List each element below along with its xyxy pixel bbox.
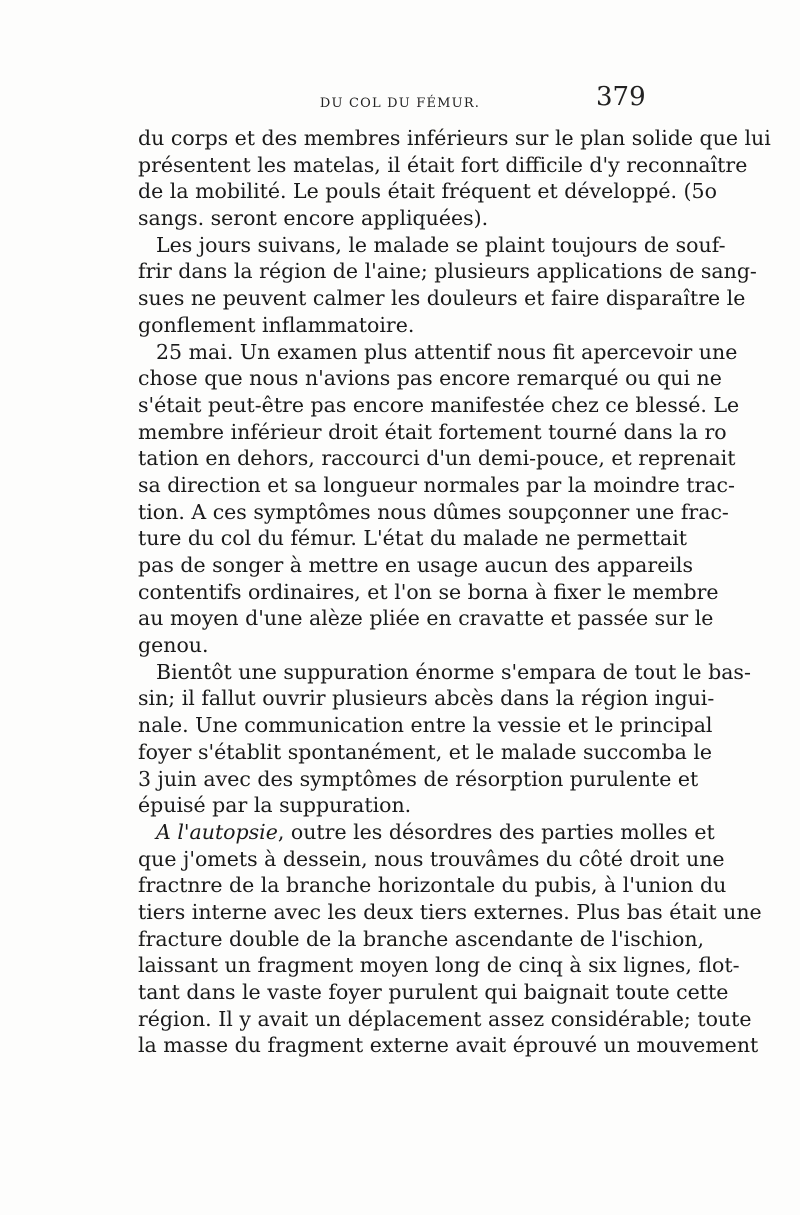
text-line: tion. A ces symptômes nous dûmes soupçonner une frac- [138,499,729,524]
text-line: tant dans le vaste foyer purulent qui baignait toute cette [138,980,729,1004]
text-line: au moyen d'une alèze pliée en cravatte et passée sur le [138,606,714,631]
text-line: pas de songer à mettre en usage aucun des appareils [138,553,693,577]
text-line: fractnre de la branche horizontale du pubis, à l'union du [138,873,727,898]
text-line: contentifs ordinaires, et l'on se borna à fixer le membre [138,579,719,604]
text-line: tation en dehors, raccourci d'un demi-pouce, et reprenait [138,446,736,471]
text-line: présentent les matelas, il était fort difficile d'y reconnaître [138,152,748,177]
text-line: membre inférieur droit était fortement tourné dans la ro [138,419,727,444]
text-line: Bientôt une suppuration énorme s'empara de tout le bas- [156,659,751,684]
text-line: épuisé par la suppuration. [138,793,412,818]
text-line: région. Il y avait un déplacement assez considérable; toute [138,1006,752,1031]
text-line: 25 mai. Un examen plus attentif nous fit apercevoir une [156,339,738,364]
text-line: chose que nous n'avions pas encore remarqué ou qui ne [138,366,722,391]
text-line: laissant un fragment moyen long de cinq à six lignes, flot- [138,953,740,978]
text-line: sa direction et sa longueur normales par la moindre trac- [138,472,735,497]
text-line [138,819,715,846]
text-line: de la mobilité. Le pouls était fréquent et développé. (5o [138,179,717,204]
text-line: sin; il fallut ouvrir plusieurs abcès dans la région ingui- [138,686,715,711]
page-number: 379 [596,82,646,112]
text-line: gonflement inflammatoire. [138,312,415,337]
text-line: foyer s'établit spontanément, et le malade succomba le [138,739,713,764]
text-line: Les jours suivans, le malade se plaint toujours de souf- [156,232,726,257]
body-text [138,125,771,1059]
text-line: la masse du fragment externe avait éprouvé un mouvement [138,1033,759,1058]
text-line: nale. Une communication entre la vessie et le principal [138,713,713,738]
text-line: que j'omets à dessein, nous trouvâmes du côté droit une [138,846,725,871]
text-line: sues ne peuvent calmer les douleurs et faire disparaître le [138,286,746,311]
text-line: fracture double de la branche ascendante de l'ischion, [138,926,705,951]
text-line: frir dans la région de l'aine; plusieurs applications de sang- [138,259,757,284]
text-line: s'était peut-être pas encore manifestée chez ce blessé. Le [138,392,740,417]
text-line: 3 juin avec des symptômes de résorption purulente et [138,766,699,791]
text-line: du corps et des membres inférieurs sur le plan solide que lui [138,126,771,150]
text-line: ture du col du fémur. L'état du malade ne permettait [138,526,688,551]
italic-phrase: A l'autopsie [156,819,278,844]
text-fragment: , outre les désordres des parties molles et [277,819,715,844]
text-line: sangs. seront encore appliquées). [138,206,489,231]
text-line: genou. [138,633,209,658]
running-title: DU COL DU FÉMUR. [319,96,481,111]
text-line: tiers interne avec les deux tiers externes. Plus bas était une [138,899,762,924]
